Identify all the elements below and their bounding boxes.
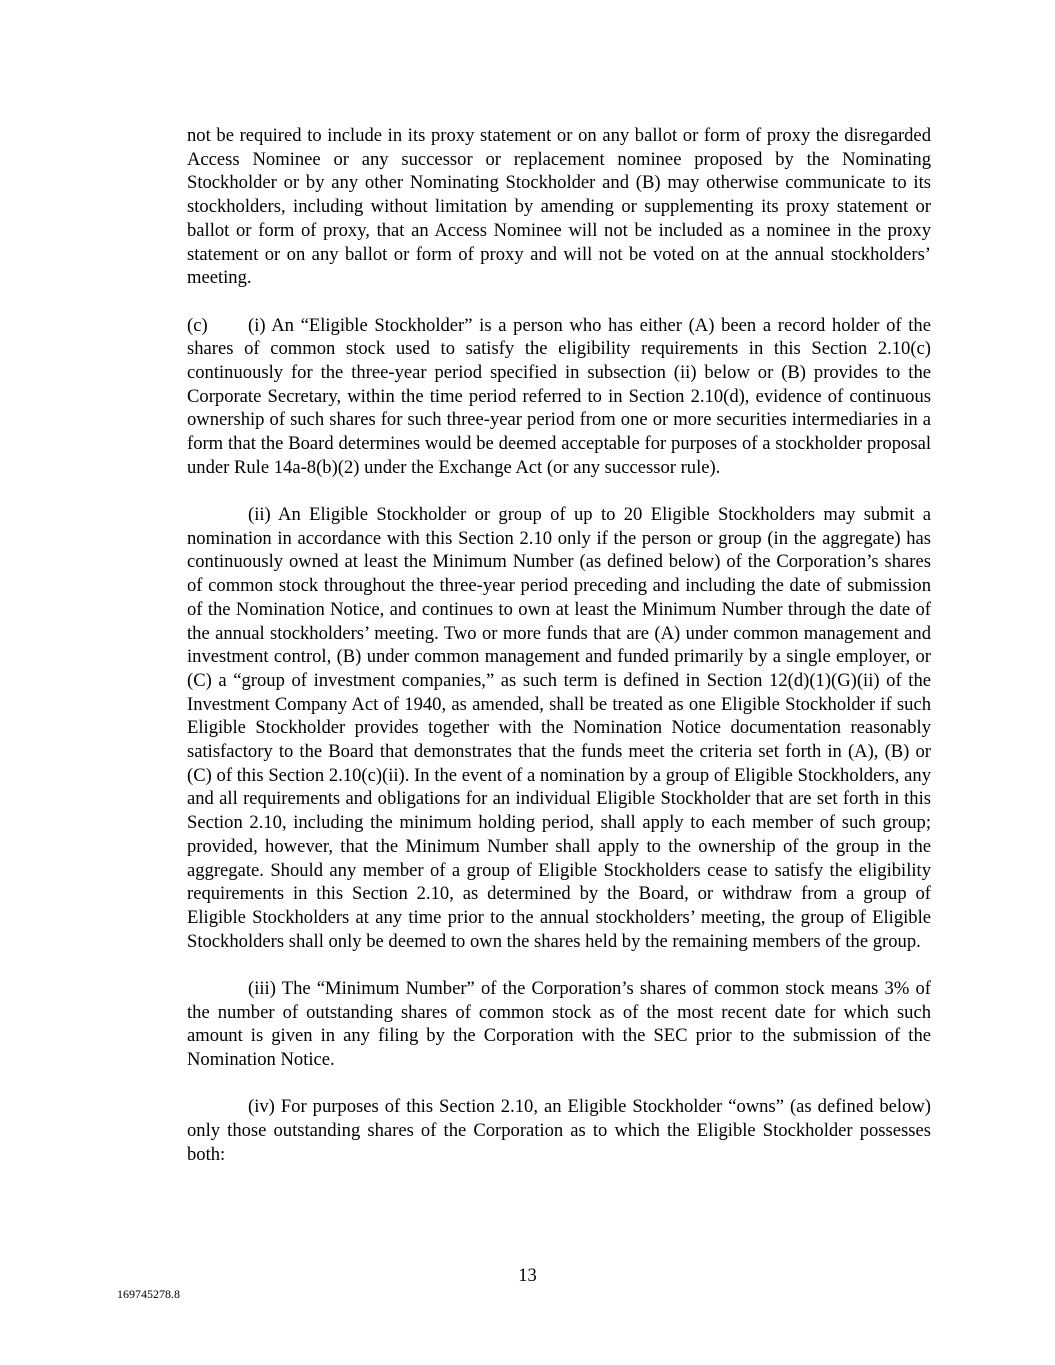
document-body [187, 124, 931, 1166]
paragraph-section-c [187, 314, 931, 480]
paragraph-section-c-iii: (iii) The “Minimum Number” of the Corporation’s shares of common stock means 3% of the number of outstanding shares of common stock as of the most recent date for which such amount is given in any filing by the Corporation with the SEC prior to the submission of the Nomination Notice. [187, 977, 931, 1070]
section-label-c: (c) [187, 314, 208, 336]
document-id: 169745278.8 [117, 1287, 180, 1301]
paragraph-continuation: not be required to include in its proxy statement or on any ballot or form of proxy the disregarded Access Nominee or any successor or replacement nominee proposed by the Nominating Stockholder or by any other Nominating Stockholder and (B) may otherwise communicate to its stockholders, including without limitation by amending or supplementing its proxy statement or ballot or form of proxy, that an Access Nominee will not be included as a nominee in the proxy statement or on any ballot or form of proxy and will not be voted on at the annual stockholders’ meeting. [187, 125, 931, 289]
paragraph-section-c-i: (i) An “Eligible Stockholder” is a person who has either (A) been a record holder of the shares of common stock used to satisfy the eligibility requirements in this Section 2.10(c) continuously for the three-year period specified in subsection (ii) below or (B) provides to the Corporate Secretary, within the time period referred to in Section 2.10(d), evidence of continuous ownership of such shares for such three-year period from one or more securities intermediaries in a form that the Board determines would be deemed acceptable for purposes of a stockholder proposal under Rule 14a-8(b)(2) under the Exchange Act (or any successor rule). [187, 314, 931, 478]
paragraph-section-c-ii: (ii) An Eligible Stockholder or group of up to 20 Eligible Stockholders may submit a nomination in accordance with this Section 2.10 only if the person or group (in the aggregate) has continuously owned at least the Minimum Number (as defined below) of the Corporation’s shares of common stock throughout the three-year period preceding and including the date of submission of the Nomination Notice, and continues to own at least the Minimum Number through the date of the annual stockholders’ meeting. Two or more funds that are (A) under common management and investment control, (B) under common management and funded primarily by a single employer, or (C) a “group of investment companies,” as such term is defined in Section 12(d)(1)(G)(ii) of the Investment Company Act of 1940, as amended, shall be treated as one Eligible Stockholder if such Eligible Stockholder provides together with the Nomination Notice documentation reasonably satisfactory to the Board that demonstrates that the funds meet the criteria set forth in (A), (B) or (C) of this Section 2.10(c)(ii). In the event of a nomination by a group of Eligible Stockholders, any and all requirements and obligations for an individual Eligible Stockholder that are set forth in this Section 2.10, including the minimum holding period, shall apply to each member of such group; provided, however, that the Minimum Number shall apply to the ownership of the group in the aggregate. Should any member of a group of Eligible Stockholders cease to satisfy the eligibility requirements in this Section 2.10, as determined by the Board, or withdraw from a group of Eligible Stockholders at any time prior to the annual stockholders’ meeting, the group of Eligible Stockholders shall only be deemed to own the shares held by the remaining members of the group. [187, 504, 931, 952]
page-number: 13 [518, 1265, 537, 1286]
paragraph-section-c-iv: (iv) For purposes of this Section 2.10, an Eligible Stockholder “owns” (as defined below) only those outstanding shares of the Corporation as to which the Eligible Stockholder possesses both: [187, 1096, 931, 1165]
